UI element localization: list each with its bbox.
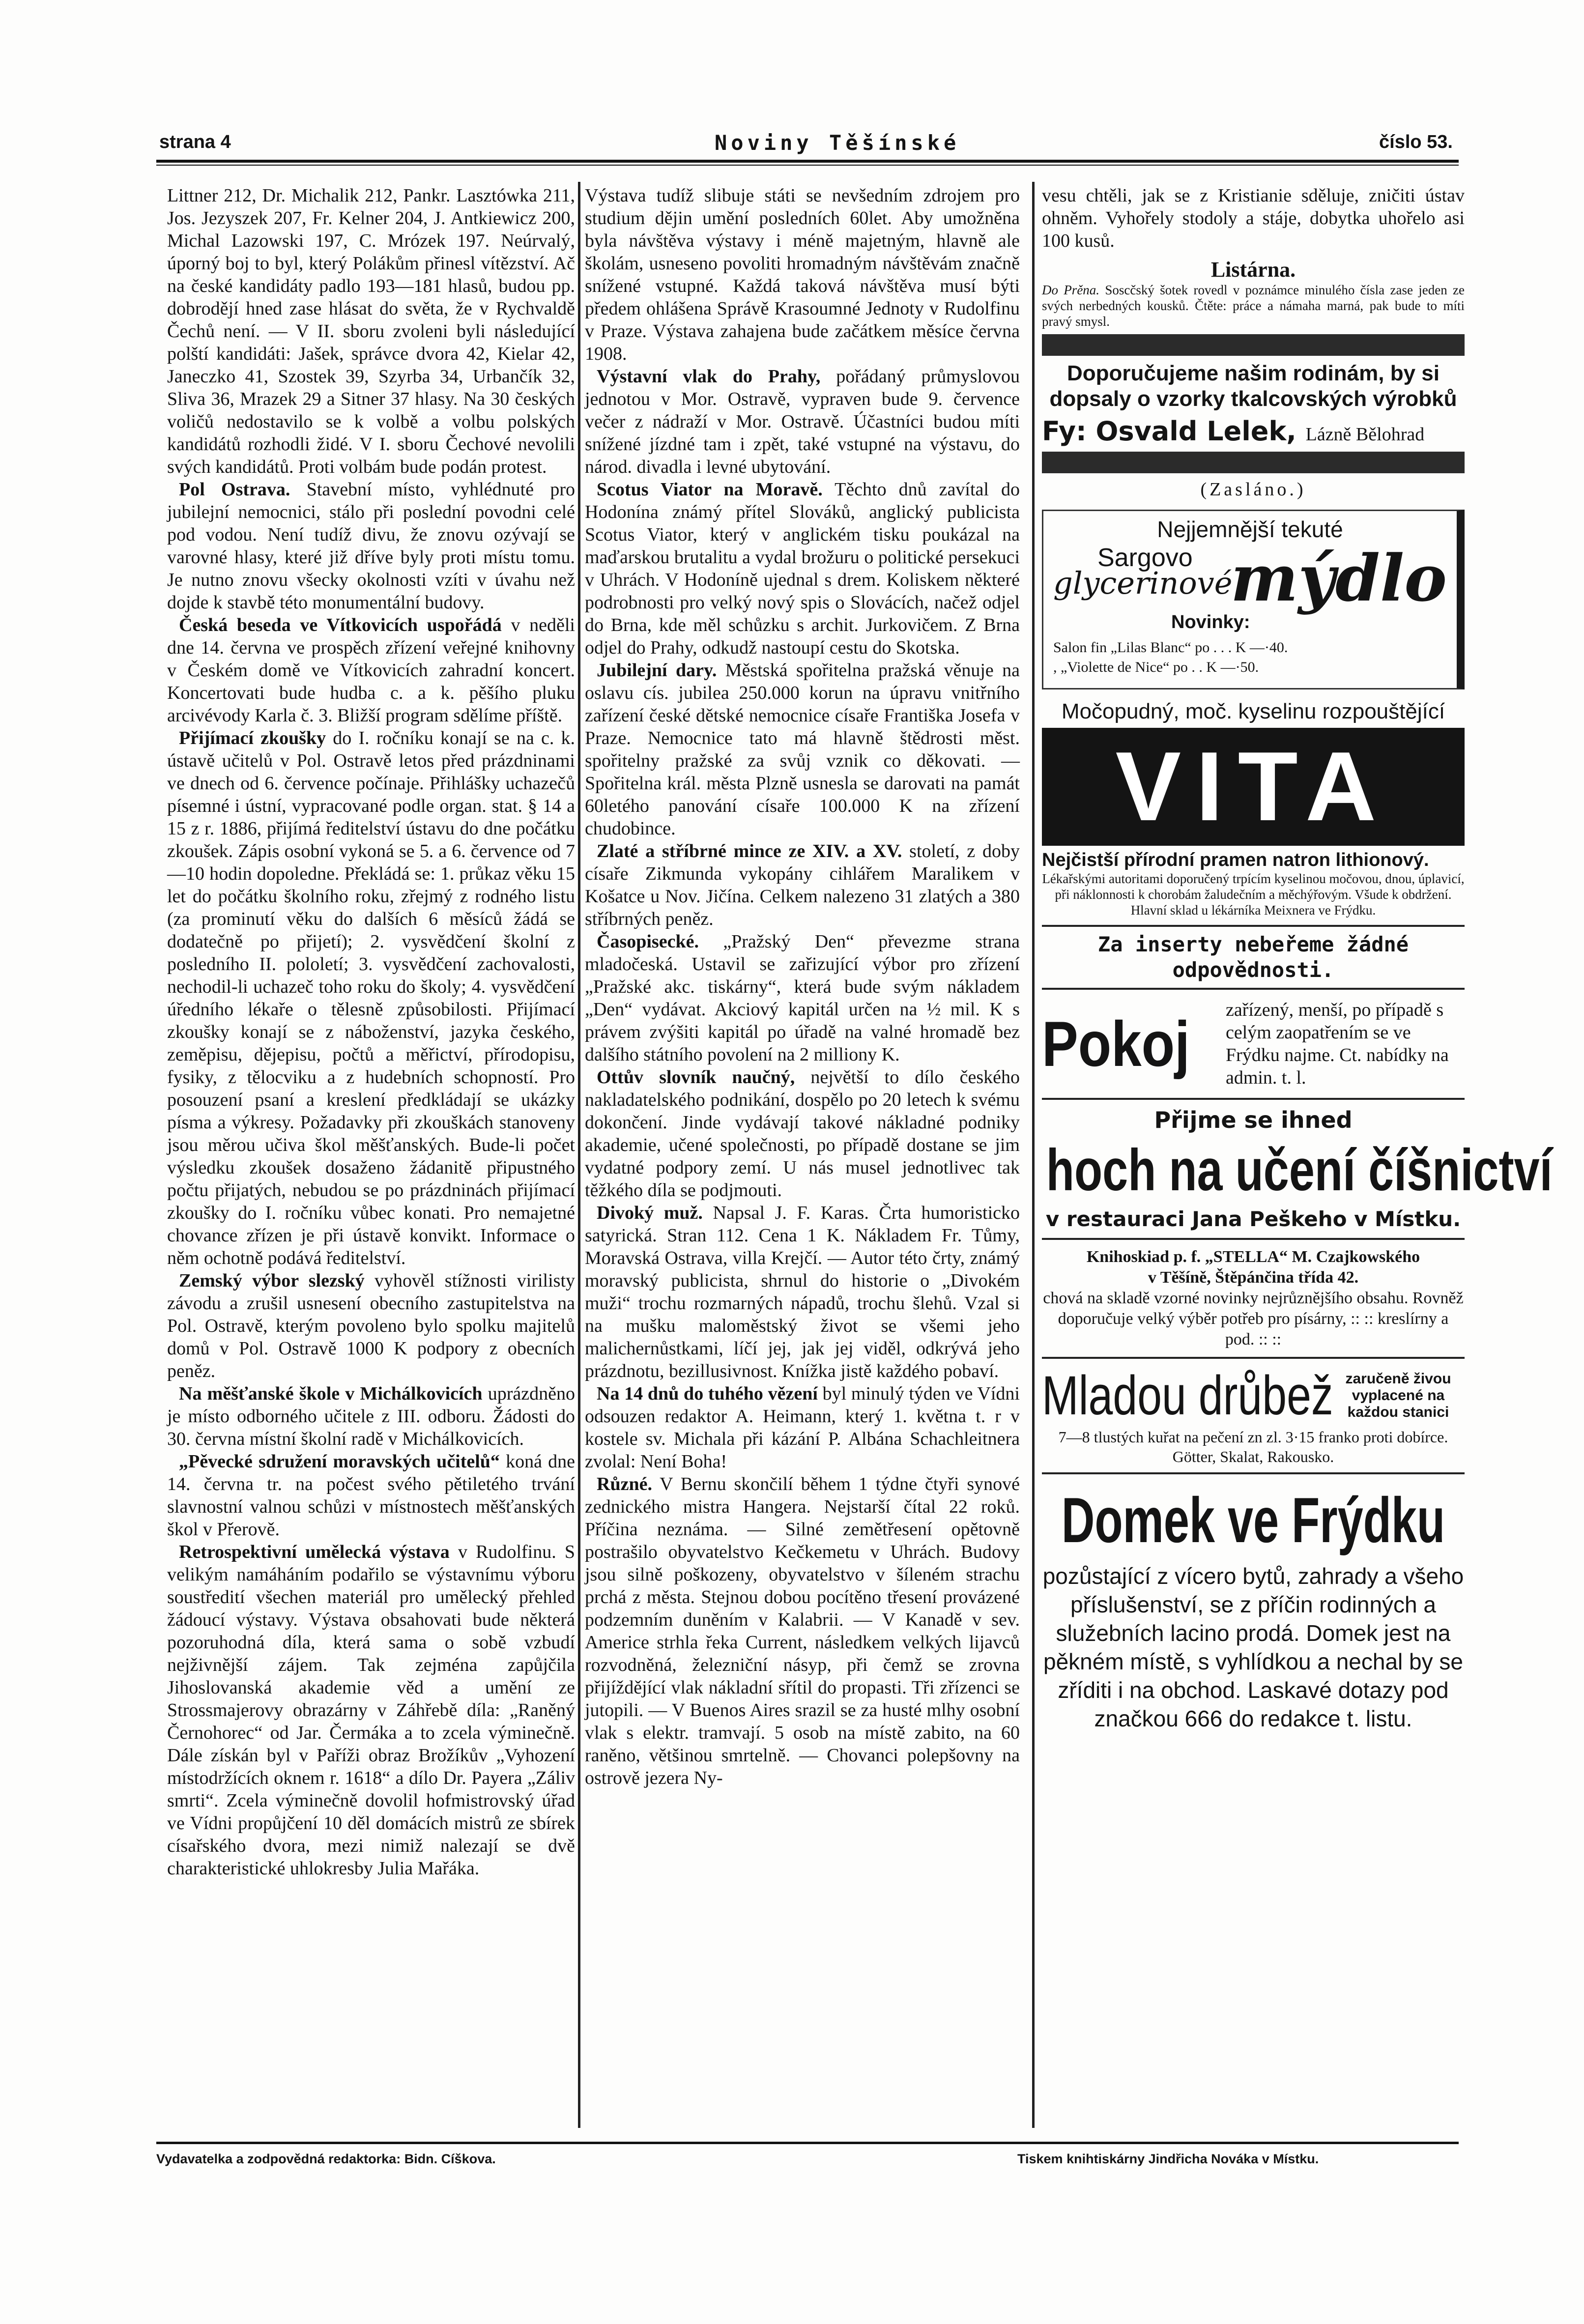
stella-ad (1042, 1238, 1465, 1350)
listarna-text: Soscčský šotek rovedl v poznámce minulého čísla zase jeden ze svých nerbedných kousků. Čtěte: práce a námaha marná, pak bude to míti pravý smysl. (1042, 283, 1465, 329)
article-text: v neděli dne 14. června ve prospěch zřízení veřejné knihovny v Českém domě ve Vítkovicích zahradní koncert. Koncertovati bude hudba c. a k. pěšího pluku arcivévody Karla č. 3. Bližší program sdělíme příště. (167, 615, 575, 726)
article-paragraph (585, 659, 1020, 840)
article-headline: Různé. (597, 1474, 652, 1494)
house-ad (1042, 1472, 1465, 1733)
article-text: Těchto dnů zavítal do Hodonína známý přítel Slováků, anglický publicista Scotus Viator, který v anglickém tisku poukázal na maďarskou brutalitu a vydal brožuru o politické persekuci v Uhrách. V Hodoníně ujednal s drem. Koliskem některé podrobnosti pro velký nový spis o Slovácích, načež odjel do Brna, kde měl schůzku s archit. Jurkovičem. Z Brna odjel do Prahy, odkudž nastoupí cestu do Skotska. (585, 479, 1020, 658)
column-divider (1032, 182, 1035, 2128)
article-paragraph (585, 365, 1020, 478)
article-text: Stavební místo, vyhlédnuté pro jubilejní nemocnici, stálo při poslední povodni celé pod vodou. Není tudíž divu, že znovu ozývají se varovné hlasy, které již dříve byly proti místu tomu. Je nutno znovu všecky okolnosti vzíti v úvahu než dojde k stavbě této monumentální budovy. (167, 479, 575, 613)
vita-text: Lékařskými autoritami doporučený trpícím kyselinou močovou, dnou, úplavicí, při náklonnosti k chorobám žaludečním a měchýřovým. Všude k obdržení. (1042, 871, 1465, 902)
column-divider (578, 182, 580, 2128)
article-text: Littner 212, Dr. Michalik 212, Pankr. Lasztówka 211, Jos. Jezyszek 207, Fr. Kelner 204, J. Antkiewicz 200, Michal Lazowski 197, C. Mrózek 197. Neúrvalý, úporný boj to byl, který Polákům přinesl vítězství. Ač na české kandidáty padlo 193—181 hlasů, budou pp. dobrodějí hned zase hlásat do světa, že v Rychvaldě Čechů není. — V II. sboru zvoleni byli následující polští kandidáti: Jašek, správce dvora 42, Kielar 42, Janeczko 41, Szostek 39, Szyrba 34, Urbančík 32, Sliva 36, Mrazek 29 a Sitner 37 hlasy. Na 30 českých voličů nedostavilo se k volbě a volbu polských kandidátů rozhodli židé. V I. sboru Čechové nevolili svých kandidátů. Proti volbám bude podán protest. (167, 185, 575, 477)
article-text: Městská spořitelna pražská věnuje na oslavu cís. jubilea 250.000 korun na úpravu vnitřního zařízení české dětské nemocnice císaře Františka Josefa v Praze. Nemocnice tato má hlavně štědrosti měst. spořitelny pražské za svůj vznik co děkovati. — Spořitelna král. města Plzně usnesla se darovati na památ 60letého panování císaře 100.000 K na zřízení chudobince. (585, 660, 1020, 839)
soap-title: mýdlo (1230, 541, 1447, 616)
article-headline: Zlaté a stříbrné mince ze XIV. a XV. (597, 841, 902, 861)
article-paragraph (167, 478, 575, 614)
article-headline: Jubilejní dary. (597, 660, 717, 681)
article-column-1 (167, 184, 575, 1880)
article-headline: Na 14 dnů do tuhého vězení (597, 1383, 818, 1404)
article-text: V Bernu skončilí během 1 týdne čtyři synové zednického mistra Hangera. Nejstarší čítal 22 roků. Příčina neznáma. — Silné zemětřesení opětovně postrašilo obyvatelstvo Kečkemetu v Uhrách. Budovy jsou silně poškozeny, obyvatelstvo v šíleném strachu prchá z města. Stejnou dobou pocítěno třesení provázené podzemním duněním v Kalabrii. — V Kanadě v sev. Americe strhla řeka Current, následkem velkých lijavců rozvodněná, železniční násyp, při čemž se zrovna přijíždějící vlak nákladní sřítil do propasti. Tři zřízenci se jutopili. — V Buenos Aires srazil se za husté mlhy osobní vlak s elektr. tramvají. 5 osob na místě zabito, na 60 raněno, většinou smrtelně. — Chovanci polepšovny na ostrově jezera Ny- (585, 1474, 1020, 1788)
article-column-2 (585, 184, 1020, 1789)
article-paragraph (585, 930, 1020, 1066)
hiring-heading: Přijme se ihned (1042, 1098, 1465, 1133)
poultry-ad (1042, 1357, 1465, 1427)
article-paragraph (167, 727, 575, 1269)
soap-line1: Nejjemnější tekuté (1157, 516, 1343, 542)
vita-logo: VITA (1042, 728, 1465, 846)
listarna-heading: Listárna. (1210, 258, 1296, 282)
article-paragraph (585, 1066, 1020, 1202)
soap-price-1: Salon fin „Lilas Blanc“ po . . . K —·40. (1053, 639, 1288, 656)
article-text: největší to dílo českého nakladatelského podnikání, dospělo po 20 letech k svému dokončení. Jinde vydávají takové nákladné podniky akademie, učené společnosti, po případě dostane se jim vydatné podpory zemí. U nás musel jednotlivec tak těžkého díla se podjmouti. (585, 1067, 1020, 1201)
article-text: vyhověl stížnosti virilisty závodu a zrušil usnesení obecního zastupitelstva na Pol. Ostravě, kterým povoleno bylo spolku majitelů domů v Pol. Ostravě 1000 K podpory z obecních peněz. (167, 1270, 575, 1381)
stella-heading: Knihoskiad p. f. „STELLA“ M. Czajkowského (1086, 1248, 1420, 1266)
inserty-notice: Za inserty nebeřeme žádné odpovědnosti. (1042, 925, 1465, 990)
article-text: do I. ročníku konají se na c. k. ústavě učitelů v Pol. Ostravě letos před prázdninami ve dnech od 6. července počínaje. Přihlášky uchazečů písemné i ústní, vypracované podle organ. stat. § 14 a 15 z r. 1886, přijímá ředitelství ústavu do dne počátku zkoušek. Zápis osobní vykoná se 5. a 6. července od 7—10 hodin dopoledne. Překládá se: 1. průkaz věku 15 let do počátku školního roku, zřejmý z rodného listu (za prominutí věku do dalších 6 měsíců žádá se dodatečně po přijetí); 2. vysvědčení školní z posledního II. pololetí; 3. vysvědčení zachovalosti, nechodil-li uchazeč toho roku do školy; 4. vysvědčení úředního lékaře o tělesně způsobilosti. Přijímací zkoušky konají se z náboženství, jazyka českého, zeměpisu, dějepisu, počtů a měřictví, přírodopisu, fysiky, z tělocviku a z hudebních schopností. Pro posouzení psaní a kreslení předkládají se ukázky písma a výkresy. Požadavky při zkouškách stanoveny jsou měrou učiva škol měšťanských. Bude-li počet výsledku zkoušek dosaženo žádanitě připustného počtu přijatých, nebudou se po prázdninách přijímací zkoušky do I. ročníku vůbec konati. Pro nemajetné chovance zřízen je při ústavě konvikt. Informace o něm ochotně podává ředitelství. (167, 728, 575, 1268)
article-paragraph (167, 1382, 575, 1450)
article-paragraph (585, 1382, 1020, 1473)
article-headline: Na měšťanské škole v Michálkovicích (179, 1383, 483, 1404)
article-paragraph (167, 1450, 575, 1541)
article-paragraph (167, 184, 575, 478)
article-text: Napsal J. F. Karas. Črta humoristicko satyrická. Stran 112. Cena 1 K. Nákladem Fr. Tůmy, Moravská Ostrava, villa Krejčí. — Autor této črty, známý moravský publicista, shrnul do historie o „Divokém muži“ trochu rozmarných nápadů, trochu šlehů. Vzal si na mušku maloměstský život se všemi jeho malichernůstkami, líčí jej, jak jej viděl, odkrývá jeho prázdnotu, bezillusivnost. Knížka jistě každého pobaví. (585, 1203, 1020, 1381)
article-text: uprázdněno je místo odborného učitele z III. odboru. Žádosti do 30. června místní školní radě v Michálkovicích. (167, 1383, 576, 1449)
divider-bar (1042, 452, 1465, 473)
soap-type: glycerinové (1053, 565, 1233, 601)
pokoj-text: zařízený, menší, po případě s celým zaopatřením se ve Frýdku najme. Ct. nabídky na admin. t. l. (1225, 1000, 1449, 1088)
hiring-title: hoch na učení číšnictví (1046, 1137, 1553, 1203)
footer-publisher: Vydavatelka a zodpovědná redaktorka: Bidn. Cíškova. (156, 2152, 496, 2166)
article-paragraph (585, 478, 1020, 659)
pokoj-title: Pokoj (1042, 1008, 1190, 1080)
vita-depot: Hlavní sklad u lékárníka Meixnera ve Frýdku. (1130, 903, 1376, 918)
hiring-place: v restauraci Jana Peškeho v Místku. (1045, 1207, 1461, 1231)
article-headline: Scotus Viator na Moravě. (597, 479, 823, 500)
article-headline: Zemský výbor slezský (179, 1270, 365, 1291)
vita-tagline: Močopudný, moč. kyselinu rozpouštějící (1061, 699, 1445, 723)
article-paragraph (585, 184, 1020, 365)
article-paragraph (585, 840, 1020, 930)
lelek-ad (1042, 416, 1465, 447)
article-text: v Rudolfinu. S velikým namáháním podařilo se výstavnímu výboru soustředití všechen materiál pro umělecký přehled žádoucí výstavy. Výstava obsahovati bude některá pozoruhodná díla, která sama o sobě vzbudí nejživnější zájem. Tak zejména zapůjčila Jihoslovanská akademie věd a umění ze Strossmajerovy obrazárny v Záhřebě díla: „Raněný Černohorec“ od Jar. Čermáka a to zcela výminečně. Dále získán byl v Paříži obraz Brožíkův „Vyhození místodržících oknem r. 1618“ a dílo Dr. Payera „Záliv smrti“. Zcela výminečně dovolil hofmistrovský úřad ve Vídni propůjčení 10 děl domácích mistrů ze sbírek císařského dvora, mezi nimiž nalezají se dvě charakteristické uhlokresby Julia Mařáka. (167, 1542, 576, 1879)
article-headline: Výstavní vlak do Prahy, (597, 366, 821, 387)
article-text: pořádaný průmyslovou jednotou v Mor. Ostravě, vypraven bude 9. července večer z nádraží v Mor. Ostravě. Účastníci budou míti snížené jízdné tam i zpět, také vstupné na výstavu, do národ. divadla i levné ubytování. (585, 366, 1020, 477)
footer-rule (156, 2142, 1459, 2144)
article-text: vesu chtěli, jak se z Kristianie sděluje, zničiti ústav ohněm. Vyhořely stodoly a stáje, dobytka uhořelo asi 100 kusů. (1042, 185, 1465, 251)
stella-text: chová na skladě vzorné novinky nejrůznějšího obsahu. Rovněž doporučuje velký výběr potřeb pro písárny, :: :: kreslírny a pod. :: :: (1043, 1289, 1464, 1348)
stella-address: v Těšíně, Štěpánčina třída 42. (1148, 1268, 1359, 1287)
soap-brand: Sargovo (1097, 544, 1193, 572)
soap-price-2: , „Violette de Nice“ po . . K —·50. (1053, 659, 1259, 675)
newspaper-title: Noviny Těšínské (715, 131, 960, 155)
article-text: století, z doby císaře Zikmunda vykopány cihlářem Maralikem v Košatce u Nov. Jičína. Celkem nalezeno 31 zlatých a 380 stříbrných peněz. (585, 841, 1020, 929)
article-headline: „Pěvecké sdružení moravských učitelů“ (179, 1451, 500, 1472)
issue-number: číslo 53. (1379, 132, 1453, 152)
article-headline: Přijímací zkoušky (179, 728, 326, 748)
soap-novinky: Novinky: (1171, 612, 1250, 632)
soap-ad (1042, 510, 1465, 689)
poultry-side: zaručeně živou vyplacené na každou stanici (1345, 1370, 1451, 1420)
article-headline: Divoký muž. (597, 1203, 703, 1223)
divider-bar (1042, 334, 1465, 356)
header-rule (156, 160, 1459, 163)
article-headline: Retrospektivní umělecká výstava (179, 1542, 450, 1562)
lelek-name: Osvald Lelek, (1095, 416, 1296, 447)
listarna-addressee: Do Prěna. (1042, 283, 1100, 297)
listarna-note (1042, 282, 1465, 329)
article-text: koná dne 14. června tr. na počest svého pětiletého trvání slavnostní valnou schůzi v místnostech měšťanských škol v Přerově. (167, 1451, 576, 1540)
house-text: pozůstající z vícero bytů, zahrady a všeho příslušenství, se z příčin rodinných a služebních lacino prodá. Domek jest na pěkném místě, s vyhlídkou a nechal by se zříditi i na obchod. Laskavé dotazy pod značkou 666 do redakce t. listu. (1042, 1563, 1464, 1731)
article-paragraph (585, 1473, 1020, 1789)
article-paragraph (167, 1541, 575, 1880)
page-number: strana 4 (159, 132, 231, 152)
lelek-place: Lázně Bělohrad (1305, 424, 1425, 445)
article-headline: Česká beseda ve Vítkovicích uspořádá (179, 615, 502, 635)
article-text: Výstava tudíž slibuje státi se nevšedním zdrojem pro studium dějin umění posledních 60let. Aby umožněna byla návštěva výstavy i méně majetným, hlavně ale školám, usneseno povoliti hromadným návštěvám značně snížené vstupné. Každá taková návštěva musí býti předem ohlášena Správě Krasoumné Jednoty v Rudolfinu v Praze. Výstava zahajena bude začátkem měsíce června 1908. (585, 185, 1020, 364)
article-paragraph (167, 1269, 575, 1382)
footer-printer: Tiskem knihtiskárny Jindřicha Nováka v Místku. (1017, 2152, 1319, 2166)
zaslano-label: (Zasláno.) (1200, 479, 1306, 500)
article-text: „Pražský Den“ převezme strana mladočeská. Ustavil se zařizující výbor pro zřízení „Pražské akc. tiskárny“, která bude svým nákladem „Den“ vydávat. Akciový kapitál určen na ½ mil. K s právem zvýšiti kapitál po úřadě na valné hromadě bez dalšího státního povolení na 2 milliony K. (585, 931, 1020, 1065)
article-paragraph (167, 614, 575, 727)
article-headline: Ottův slovník naučný, (597, 1067, 795, 1088)
article-headline: Pol Ostrava. (179, 479, 290, 500)
article-paragraph (585, 1202, 1020, 1382)
house-title: Domek ve Frýdku (1061, 1484, 1445, 1556)
article-headline: Časopisecké. (597, 931, 699, 952)
recommend-ad: Doporučujeme našim rodinám, by si dopsaly o vzorky tkalcovských výrobků (1049, 361, 1457, 411)
header-rule-thin (156, 165, 1459, 166)
article-text: byl minulý týden ve Vídni odsouzen redaktor A. Heimann, který 1. května t. r v kostele sv. Michala při kázání P. Albána Schachleitnera zvolal: Není Boha! (585, 1383, 1020, 1472)
ad-column (1042, 184, 1553, 1733)
poultry-text: 7—8 tlustých kuřat na pečení zn zl. 3·15 franko proti dobírce. Götter, Skalat, Rakousko. (1058, 1428, 1448, 1465)
pokoj-ad (1042, 999, 1465, 1089)
vita-subtitle: Nejčistší přírodní pramen natron lithionový. (1042, 850, 1429, 870)
page-header (156, 129, 1459, 158)
lelek-prefix: Fy: (1042, 416, 1087, 447)
poultry-title: Mladou drůbež (1042, 1365, 1333, 1426)
